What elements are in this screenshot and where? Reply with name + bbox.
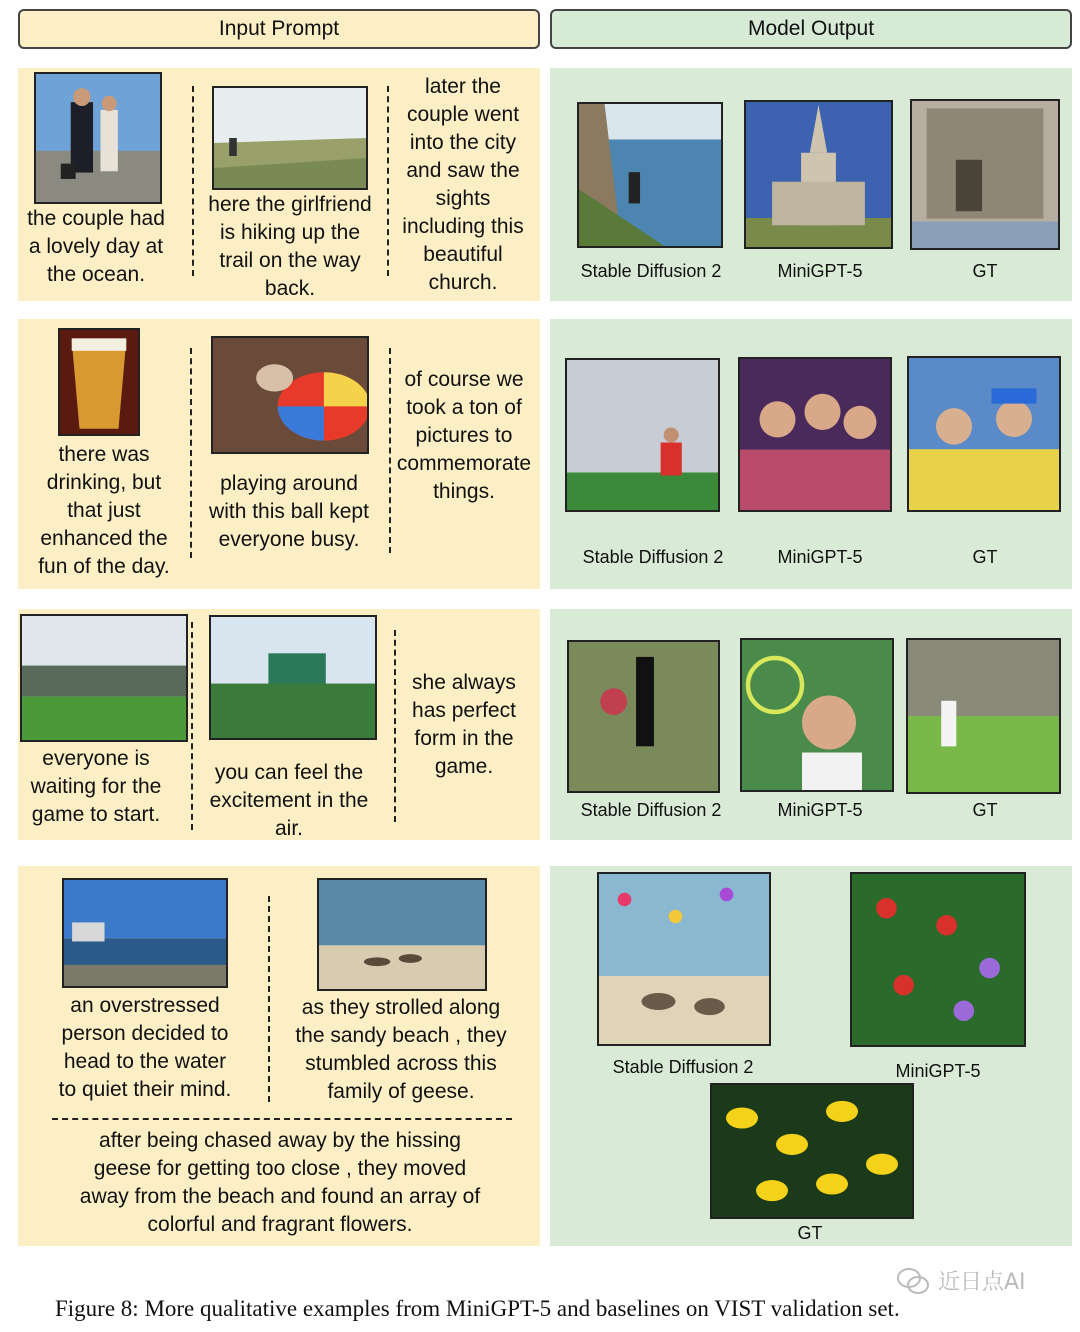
row1-prompt-image-couple (34, 72, 162, 204)
row4-label-minigpt5: MiniGPT-5 (895, 1061, 981, 1081)
row1-label-stable-diffusion: Stable Diffusion 2 (580, 261, 722, 281)
row2-output-minigpt5 (738, 357, 892, 512)
row4-prompt-text-2: as they strolled along the sandy beach , they stumbled across this family of geese. (295, 996, 507, 1103)
row1-prompt-text-1: the couple had a lovely day at the ocean. (27, 207, 165, 286)
row3-prompt-text-2: you can feel the excitement in the air. (209, 761, 369, 840)
row4-label-stable-diffusion: Stable Diffusion 2 (612, 1057, 754, 1077)
row2-prompt-image-beer (58, 328, 140, 436)
row4-output-minigpt5 (850, 872, 1026, 1047)
row4-prompt-text-1: an overstressed person decided to head to the water to quiet their mind. (58, 994, 232, 1101)
row3-prompt-image-stadium (20, 614, 188, 742)
row2-output-stable-diffusion (565, 358, 720, 512)
row3-label-minigpt5: MiniGPT-5 (777, 800, 863, 820)
row4-prompt-image-water (62, 878, 228, 988)
wechat-icon (896, 1267, 930, 1295)
row3-label-stable-diffusion: Stable Diffusion 2 (580, 800, 722, 820)
row1-divider-2 (387, 86, 389, 276)
row3-divider-1 (191, 622, 193, 830)
row1-divider-1 (192, 86, 194, 276)
row1-prompt-image-hiking (212, 86, 368, 190)
row3-prompt-text-1: everyone is waiting for the game to start. (30, 747, 162, 826)
row1-output-minigpt5 (744, 100, 893, 249)
figure-caption: Figure 8: More qualitative examples from MiniGPT-5 and baselines on VIST validation set. (55, 1296, 900, 1321)
input-prompt-header: Input Prompt (18, 9, 540, 49)
row1-prompt-text-2: here the girlfriend is hiking up the trail on the way back. (208, 193, 372, 300)
row3-output-gt (906, 638, 1061, 794)
watermark-text: 近日点AI (938, 1270, 1026, 1295)
row3-output-minigpt5 (740, 638, 894, 792)
row1-output-stable-diffusion (577, 102, 723, 248)
row2-divider-1 (190, 348, 192, 558)
row4-prompt-image-geese (317, 878, 487, 991)
row3-divider-2 (394, 630, 396, 822)
row2-label-minigpt5: MiniGPT-5 (777, 547, 863, 567)
row1-output-gt (910, 99, 1060, 250)
row4-divider-horizontal (52, 1118, 512, 1120)
row1-label-minigpt5: MiniGPT-5 (777, 261, 863, 281)
row1-prompt-text-3: later the couple went into the city and saw the sights including this beautiful church. (402, 75, 524, 294)
row3-prompt-image-crowd (209, 615, 377, 740)
row2-prompt-text-2: playing around with this ball kept everyone busy. (209, 472, 369, 551)
row1-label-gt: GT (972, 261, 998, 281)
row4-prompt-text-3: after being chased away by the hissing geese for getting too close , they moved away from the beach and found an array of colorful and fragrant flowers. (79, 1129, 481, 1236)
row3-output-stable-diffusion (567, 640, 720, 793)
row2-prompt-text-3: of course we took a ton of pictures to commemorate things. (396, 368, 532, 503)
row3-prompt-text-3: she always has perfect form in the game. (412, 671, 516, 778)
row4-output-gt (710, 1083, 914, 1219)
row3-label-gt: GT (972, 800, 998, 820)
row2-prompt-image-beachball (211, 336, 369, 454)
row4-output-stable-diffusion (597, 872, 771, 1046)
row4-divider-vertical (268, 896, 270, 1102)
row4-label-gt: GT (797, 1223, 823, 1243)
row2-label-stable-diffusion: Stable Diffusion 2 (582, 547, 724, 567)
row2-output-gt (907, 356, 1061, 512)
row2-label-gt: GT (972, 547, 998, 567)
model-output-header: Model Output (550, 9, 1072, 49)
row2-prompt-text-1: there was drinking, but that just enhanced the fun of the day. (38, 443, 170, 578)
